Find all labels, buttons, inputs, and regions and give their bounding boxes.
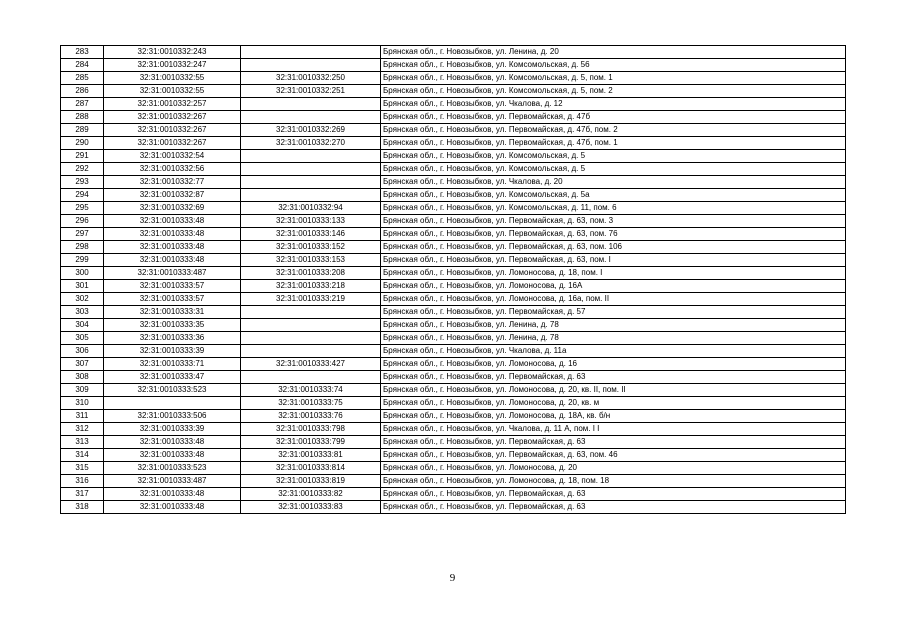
cadastral-number-2-cell (241, 306, 381, 319)
cadastral-number-cell: 32:31:0010333:48 (104, 254, 241, 267)
address-cell: Брянская обл., г. Новозыбков, ул. Ломоносова, д. 20, кв. м (381, 397, 846, 410)
address-cell: Брянская обл., г. Новозыбков, ул. Комсомольская, д. 5 (381, 163, 846, 176)
cadastral-number-cell: 32:31:0010333:48 (104, 449, 241, 462)
address-cell: Брянская обл., г. Новозыбков, ул. Ломоносова, д. 16а, пом. II (381, 293, 846, 306)
table-row (61, 85, 846, 98)
cadastral-number-cell: 32:31:0010333:48 (104, 215, 241, 228)
page-number: 9 (449, 572, 456, 584)
table-row (61, 150, 846, 163)
cadastral-number-cell: 32:31:0010332:56 (104, 163, 241, 176)
row-number-cell: 289 (61, 124, 104, 137)
address-cell: Брянская обл., г. Новозыбков, ул. Ломоносова, д. 18, пом. I (381, 267, 846, 280)
address-cell: Брянская обл., г. Новозыбков, ул. Чкалова, д. 20 (381, 176, 846, 189)
address-cell: Брянская обл., г. Новозыбков, ул. Комсомольская, д. 11, пом. 6 (381, 202, 846, 215)
table-row (61, 475, 846, 488)
cadastral-number-2-cell: 32:31:0010333:81 (241, 449, 381, 462)
row-number-cell: 307 (61, 358, 104, 371)
cadastral-number-cell: 32:31:0010332:267 (104, 111, 241, 124)
table-row (61, 358, 846, 371)
cadastral-number-2-cell (241, 46, 381, 59)
cadastral-number-cell: 32:31:0010333:48 (104, 501, 241, 514)
cadastral-number-cell: 32:31:0010332:247 (104, 59, 241, 72)
table-row (61, 111, 846, 124)
table-row (61, 306, 846, 319)
row-number-cell: 297 (61, 228, 104, 241)
cadastral-number-cell: 32:31:0010333:31 (104, 306, 241, 319)
cadastral-number-2-cell: 32:31:0010333:814 (241, 462, 381, 475)
cadastral-number-2-cell: 32:31:0010332:94 (241, 202, 381, 215)
row-number-cell: 298 (61, 241, 104, 254)
cadastral-number-2-cell: 32:31:0010333:146 (241, 228, 381, 241)
address-cell: Брянская обл., г. Новозыбков, ул. Комсомольская, д. 56 (381, 59, 846, 72)
cadastral-number-cell: 32:31:0010333:39 (104, 345, 241, 358)
cadastral-number-2-cell (241, 176, 381, 189)
address-cell: Брянская обл., г. Новозыбков, ул. Первомайская, д. 63, пом. I (381, 254, 846, 267)
cadastral-number-2-cell: 32:31:0010332:270 (241, 137, 381, 150)
table-row (61, 176, 846, 189)
address-cell: Брянская обл., г. Новозыбков, ул. Первомайская, д. 63, пом. 76 (381, 228, 846, 241)
table-row (61, 332, 846, 345)
cadastral-number-cell: 32:31:0010332:267 (104, 137, 241, 150)
cadastral-number-cell: 32:31:0010332:77 (104, 176, 241, 189)
cadastral-number-2-cell (241, 189, 381, 202)
cadastral-number-cell: 32:31:0010332:267 (104, 124, 241, 137)
cadastral-number-2-cell: 32:31:0010333:799 (241, 436, 381, 449)
table-row (61, 228, 846, 241)
table-row (61, 397, 846, 410)
cadastral-number-2-cell: 32:31:0010332:269 (241, 124, 381, 137)
cadastral-number-cell: 32:31:0010333:487 (104, 267, 241, 280)
cadastral-number-2-cell: 32:31:0010333:208 (241, 267, 381, 280)
row-number-cell: 312 (61, 423, 104, 436)
address-cell: Брянская обл., г. Новозыбков, ул. Ломоносова, д. 20, кв. II, пом. II (381, 384, 846, 397)
row-number-cell: 294 (61, 189, 104, 202)
cadastral-number-2-cell (241, 319, 381, 332)
row-number-cell: 296 (61, 215, 104, 228)
table-row (61, 202, 846, 215)
table-row (61, 488, 846, 501)
row-number-cell: 300 (61, 267, 104, 280)
row-number-cell: 302 (61, 293, 104, 306)
cadastral-number-2-cell: 32:31:0010333:75 (241, 397, 381, 410)
cadastral-number-2-cell: 32:31:0010333:83 (241, 501, 381, 514)
row-number-cell: 303 (61, 306, 104, 319)
table-row (61, 189, 846, 202)
address-cell: Брянская обл., г. Новозыбков, ул. Ломоносова, д. 20 (381, 462, 846, 475)
cadastral-number-2-cell (241, 150, 381, 163)
table-row (61, 137, 846, 150)
table-row (61, 241, 846, 254)
table-row (61, 436, 846, 449)
table-row (61, 423, 846, 436)
row-number-cell: 290 (61, 137, 104, 150)
table-row (61, 293, 846, 306)
row-number-cell: 299 (61, 254, 104, 267)
cadastral-number-2-cell: 32:31:0010332:250 (241, 72, 381, 85)
cadastral-number-cell: 32:31:0010333:57 (104, 280, 241, 293)
row-number-cell: 292 (61, 163, 104, 176)
row-number-cell: 315 (61, 462, 104, 475)
cadastral-number-2-cell: 32:31:0010333:133 (241, 215, 381, 228)
address-cell: Брянская обл., г. Новозыбков, ул. Первомайская, д. 63 (381, 436, 846, 449)
address-cell: Брянская обл., г. Новозыбков, ул. Комсомольская, д. 5, пом. 1 (381, 72, 846, 85)
table-row (61, 163, 846, 176)
row-number-cell: 313 (61, 436, 104, 449)
table-row (61, 345, 846, 358)
address-cell: Брянская обл., г. Новозыбков, ул. Первомайская, д. 47б (381, 111, 846, 124)
address-cell: Брянская обл., г. Новозыбков, ул. Первомайская, д. 57 (381, 306, 846, 319)
cadastral-number-cell: 32:31:0010333:523 (104, 462, 241, 475)
cadastral-number-cell: 32:31:0010332:243 (104, 46, 241, 59)
address-cell: Брянская обл., г. Новозыбков, ул. Ломоносова, д. 18А, кв. б/н (381, 410, 846, 423)
cadastral-number-cell: 32:31:0010333:36 (104, 332, 241, 345)
cadastral-number-cell: 32:31:0010332:257 (104, 98, 241, 111)
table-row (61, 410, 846, 423)
cadastral-number-2-cell: 32:31:0010333:152 (241, 241, 381, 254)
cadastral-number-cell: 32:31:0010333:39 (104, 423, 241, 436)
row-number-cell: 287 (61, 98, 104, 111)
row-number-cell: 306 (61, 345, 104, 358)
cadastral-number-cell: 32:31:0010332:55 (104, 85, 241, 98)
row-number-cell: 314 (61, 449, 104, 462)
table-row (61, 319, 846, 332)
cadastral-number-cell: 32:31:0010333:48 (104, 241, 241, 254)
address-cell: Брянская обл., г. Новозыбков, ул. Ломоносова, д. 16 (381, 358, 846, 371)
cadastral-number-cell: 32:31:0010333:48 (104, 436, 241, 449)
cadastral-number-cell: 32:31:0010333:47 (104, 371, 241, 384)
cadastral-number-2-cell: 32:31:0010333:74 (241, 384, 381, 397)
row-number-cell: 304 (61, 319, 104, 332)
cadastral-number-2-cell: 32:31:0010333:219 (241, 293, 381, 306)
address-cell: Брянская обл., г. Новозыбков, ул. Комсомольская, д. 5, пом. 2 (381, 85, 846, 98)
address-cell: Брянская обл., г. Новозыбков, ул. Ленина, д. 78 (381, 319, 846, 332)
row-number-cell: 288 (61, 111, 104, 124)
cadastral-number-cell: 32:31:0010333:71 (104, 358, 241, 371)
row-number-cell: 285 (61, 72, 104, 85)
cadastral-number-2-cell: 32:31:0010333:427 (241, 358, 381, 371)
row-number-cell: 316 (61, 475, 104, 488)
row-number-cell: 301 (61, 280, 104, 293)
row-number-cell: 293 (61, 176, 104, 189)
address-cell: Брянская обл., г. Новозыбков, ул. Первомайская, д. 47б, пом. 2 (381, 124, 846, 137)
cadastral-number-cell: 32:31:0010332:54 (104, 150, 241, 163)
table-row (61, 46, 846, 59)
row-number-cell: 286 (61, 85, 104, 98)
address-cell: Брянская обл., г. Новозыбков, ул. Ленина, д. 20 (381, 46, 846, 59)
cadastral-number-cell: 32:31:0010333:48 (104, 228, 241, 241)
table-row (61, 98, 846, 111)
address-cell: Брянская обл., г. Новозыбков, ул. Первомайская, д. 63, пом. 106 (381, 241, 846, 254)
address-cell: Брянская обл., г. Новозыбков, ул. Чкалова, д. 11а (381, 345, 846, 358)
address-cell: Брянская обл., г. Новозыбков, ул. Ленина, д. 78 (381, 332, 846, 345)
row-number-cell: 308 (61, 371, 104, 384)
cadastral-number-2-cell (241, 345, 381, 358)
table-row (61, 384, 846, 397)
table-row (61, 72, 846, 85)
table-row (61, 215, 846, 228)
row-number-cell: 311 (61, 410, 104, 423)
address-cell: Брянская обл., г. Новозыбков, ул. Первомайская, д. 63 (381, 488, 846, 501)
cadastral-number-cell (104, 397, 241, 410)
address-cell: Брянская обл., г. Новозыбков, ул. Комсомольская, д. 5а (381, 189, 846, 202)
table-row (61, 449, 846, 462)
cadastral-number-2-cell: 32:31:0010333:218 (241, 280, 381, 293)
cadastral-number-cell: 32:31:0010333:48 (104, 488, 241, 501)
address-cell: Брянская обл., г. Новозыбков, ул. Первомайская, д. 63 (381, 501, 846, 514)
cadastral-number-2-cell: 32:31:0010333:798 (241, 423, 381, 436)
cadastral-number-2-cell (241, 111, 381, 124)
table-row (61, 124, 846, 137)
register-table-body (61, 46, 846, 514)
row-number-cell: 291 (61, 150, 104, 163)
cadastral-number-2-cell (241, 371, 381, 384)
row-number-cell: 310 (61, 397, 104, 410)
row-number-cell: 305 (61, 332, 104, 345)
cadastral-number-cell: 32:31:0010333:523 (104, 384, 241, 397)
table-row (61, 501, 846, 514)
cadastral-number-cell: 32:31:0010333:506 (104, 410, 241, 423)
cadastral-number-cell: 32:31:0010333:487 (104, 475, 241, 488)
address-cell: Брянская обл., г. Новозыбков, ул. Комсомольская, д. 5 (381, 150, 846, 163)
row-number-cell: 284 (61, 59, 104, 72)
register-table (60, 45, 846, 514)
address-cell: Брянская обл., г. Новозыбков, ул. Чкалова, д. 12 (381, 98, 846, 111)
address-cell: Брянская обл., г. Новозыбков, ул. Первомайская, д. 47б, пом. 1 (381, 137, 846, 150)
cadastral-number-2-cell (241, 332, 381, 345)
cadastral-number-cell: 32:31:0010333:57 (104, 293, 241, 306)
cadastral-number-cell: 32:31:0010333:35 (104, 319, 241, 332)
table-row (61, 462, 846, 475)
table-row (61, 254, 846, 267)
address-cell: Брянская обл., г. Новозыбков, ул. Первомайская, д. 63 (381, 371, 846, 384)
row-number-cell: 318 (61, 501, 104, 514)
table-row (61, 371, 846, 384)
address-cell: Брянская обл., г. Новозыбков, ул. Чкалова, д. 11 А, пом. I I (381, 423, 846, 436)
cadastral-number-2-cell: 32:31:0010333:76 (241, 410, 381, 423)
row-number-cell: 283 (61, 46, 104, 59)
address-cell: Брянская обл., г. Новозыбков, ул. Первомайская, д. 63, пом. 46 (381, 449, 846, 462)
cadastral-number-2-cell: 32:31:0010333:819 (241, 475, 381, 488)
row-number-cell: 309 (61, 384, 104, 397)
cadastral-number-cell: 32:31:0010332:69 (104, 202, 241, 215)
table-row (61, 280, 846, 293)
cadastral-number-2-cell (241, 59, 381, 72)
address-cell: Брянская обл., г. Новозыбков, ул. Ломоносова, д. 18, пом. 18 (381, 475, 846, 488)
table-row (61, 59, 846, 72)
cadastral-number-cell: 32:31:0010332:87 (104, 189, 241, 202)
cadastral-number-2-cell (241, 98, 381, 111)
address-cell: Брянская обл., г. Новозыбков, ул. Первомайская, д. 63, пом. 3 (381, 215, 846, 228)
cadastral-number-2-cell: 32:31:0010333:153 (241, 254, 381, 267)
row-number-cell: 295 (61, 202, 104, 215)
address-cell: Брянская обл., г. Новозыбков, ул. Ломоносова, д. 16А (381, 280, 846, 293)
cadastral-number-cell: 32:31:0010332:55 (104, 72, 241, 85)
cadastral-number-2-cell (241, 163, 381, 176)
cadastral-number-2-cell: 32:31:0010333:82 (241, 488, 381, 501)
table-row (61, 267, 846, 280)
cadastral-number-2-cell: 32:31:0010332:251 (241, 85, 381, 98)
row-number-cell: 317 (61, 488, 104, 501)
